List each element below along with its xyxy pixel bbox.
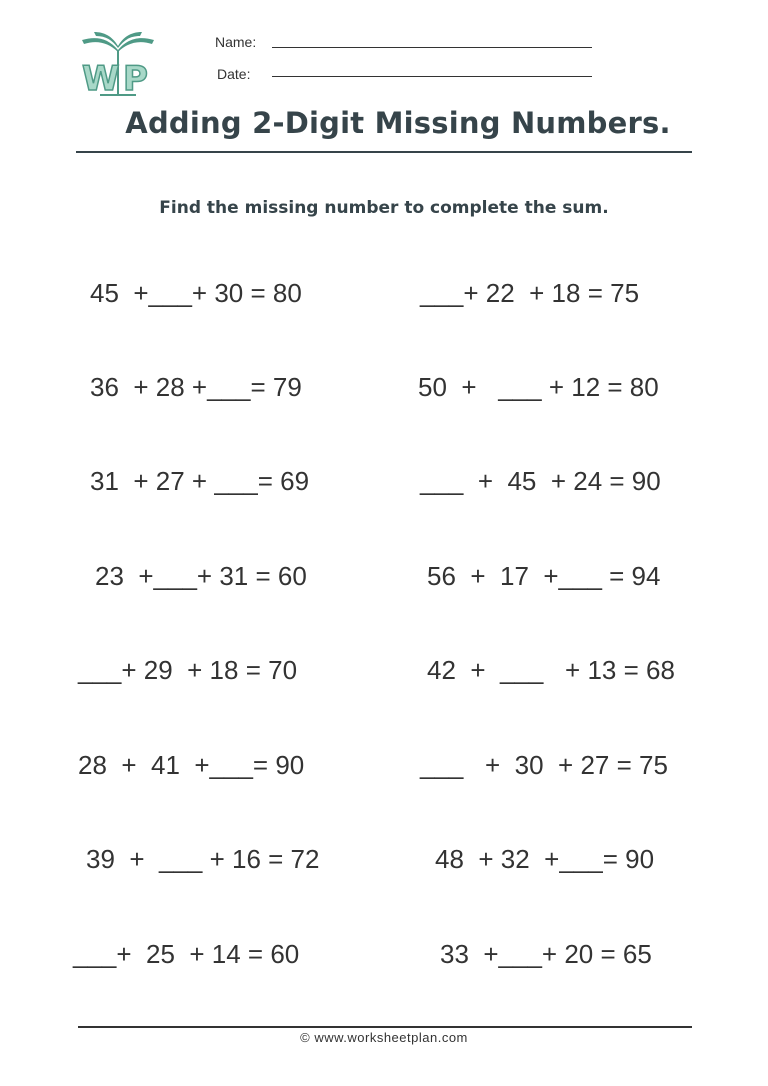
- name-label: Name:: [215, 34, 257, 50]
- problem-left-3: 31 + 27 + ___= 69: [90, 466, 310, 496]
- title-divider: [76, 151, 692, 153]
- date-field[interactable]: [272, 76, 592, 77]
- problem-right-1: ___+ 22 + 18 = 75: [420, 278, 640, 308]
- svg-text:P: P: [123, 59, 148, 98]
- svg-text:W: W: [82, 59, 120, 98]
- problem-right-8: 33 +___+ 20 = 65: [440, 939, 652, 969]
- footer-divider: [78, 1026, 692, 1028]
- instructions: Find the missing number to complete the sum.: [159, 198, 609, 218]
- footer-url: © www.worksheetplan.com: [300, 1030, 468, 1045]
- problem-right-6: ___ + 30 + 27 = 75: [420, 750, 668, 780]
- problem-left-2: 36 + 28 +___= 79: [90, 372, 302, 402]
- worksheetplan-logo: [78, 30, 158, 98]
- page-title: Adding 2-Digit Missing Numbers.: [125, 106, 671, 140]
- name-field[interactable]: [272, 47, 592, 48]
- date-label: Date:: [217, 66, 251, 82]
- problem-left-8: ___+ 25 + 14 = 60: [73, 939, 300, 969]
- problem-left-5: ___+ 29 + 18 = 70: [78, 655, 298, 685]
- problem-left-1: 45 +___+ 30 = 80: [90, 278, 302, 308]
- problem-right-2: 50 + ___ + 12 = 80: [418, 372, 659, 402]
- problem-left-6: 28 + 41 +___= 90: [78, 750, 305, 780]
- problem-right-4: 56 + 17 +___ = 94: [427, 561, 661, 591]
- problem-right-5: 42 + ___ + 13 = 68: [427, 655, 675, 685]
- problem-left-4: 23 +___+ 31 = 60: [95, 561, 307, 591]
- problem-right-3: ___ + 45 + 24 = 90: [420, 466, 661, 496]
- problem-right-7: 48 + 32 +___= 90: [435, 844, 655, 874]
- problem-left-7: 39 + ___ + 16 = 72: [86, 844, 320, 874]
